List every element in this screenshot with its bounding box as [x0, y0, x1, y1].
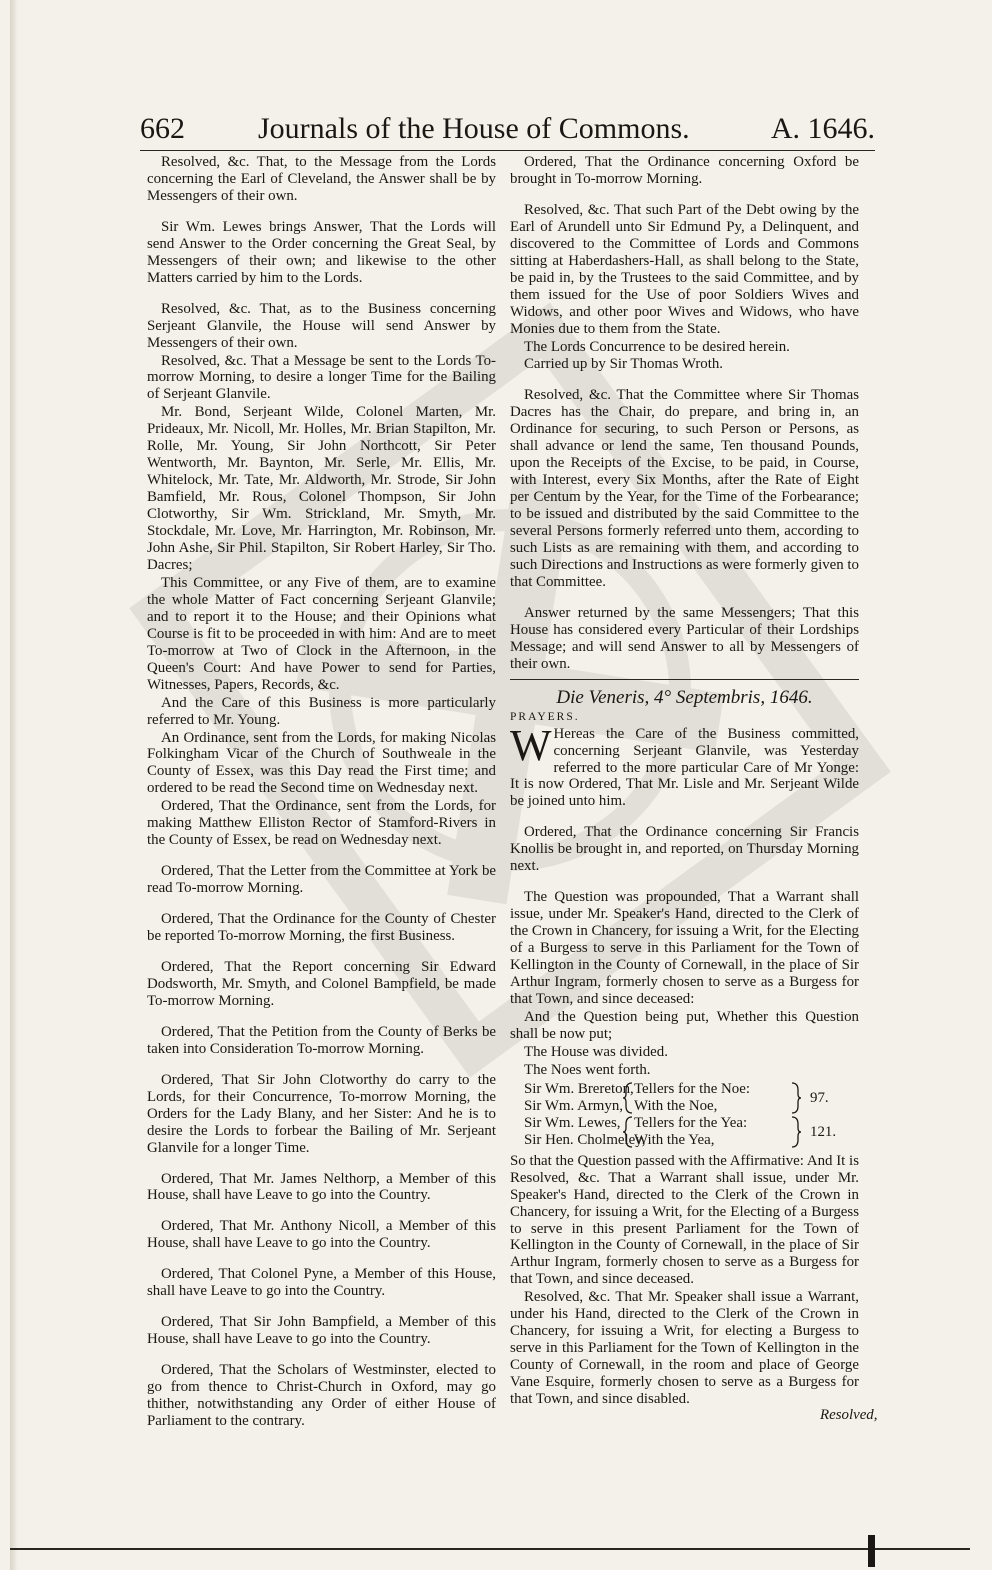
entry-paragraph: Ordered, That the Ordinance for the County of Chester be reported To-morrow Morning, the first Business.: [147, 911, 496, 945]
brace-right: [790, 1081, 802, 1149]
entry-paragraph: Ordered, That Colonel Pyne, a Member of this House, shall have Leave to go into the Country.: [147, 1266, 496, 1300]
entry-paragraph: The Question was propounded, That a Warrant shall issue, under Mr. Speaker's Hand, directed to the Clerk of the Crown in Chancery, for issuing a Writ, for the Electing of a Burgess to serve in this Parliament for the Town of Kellington in the County of Cornewall, in the place of Sir Arthur Ingram, formerly chosen to serve as a Burgess for that Town, and since deceased:: [510, 889, 859, 1007]
entry-paragraph: Ordered, That the Petition from the County of Berks be taken into Consideration To-morrow Morning.: [147, 1023, 496, 1057]
entry-paragraph: Ordered, That the Ordinance, sent from the Lords, for making Matthew Elliston Rector of Stamford-Rivers in the County of Essex, be read on Wednesday next.: [147, 798, 496, 849]
drop-cap-paragraph-text: Hereas the Care of the Business committed, concerning Serjeant Glanvile, was Yesterday referred to the more particular Care of Mr Yonge: It is now Ordered, That Mr. Lisle and Mr. Serjeant Wilde be joined unto him.: [510, 725, 859, 810]
entry-paragraph: An Ordinance, sent from the Lords, for making Nicolas Folkingham Vicar of the Church of Southweale in the County of Essex, was this Day read the First time; and ordered to be read the Second time on Wednesday next.: [147, 729, 496, 797]
teller-name: Sir Hen. Cholmeley,: [524, 1131, 646, 1148]
drop-capital: W: [510, 720, 552, 770]
entry-paragraph: So that the Question passed with the Affirmative: And It is Resolved, &c. That a Warrant shall issue, under Mr. Speaker's Hand, directed to the Clerk of the Crown in Chancery, for issuing a Writ, for the Electing of a Burgess to serve in this present Parliament for the Town of Kellington in the County of Cornewall, in the place of Sir Arthur Ingram, formerly chosen to serve as a Burgess for that Town, and since deceased.: [510, 1152, 859, 1288]
teller-role: With the Noe,: [634, 1097, 718, 1114]
teller-role: With the Yea,: [634, 1131, 715, 1148]
prayers-label: PRAYERS.: [510, 710, 580, 723]
day-heading: Die Veneris, 4° Septembris, 1646.: [556, 686, 813, 708]
entry-paragraph: Resolved, &c. That, as to the Business concerning Serjeant Glanvile, the House will send Answer by Messengers of their own.: [147, 300, 496, 351]
entry-paragraph: Sir Wm. Lewes brings Answer, That the Lords will send Answer to the Order concerning the Great Seal, by Messengers of their own; and likewise to the other Matters carried by him to the Lords.: [147, 218, 496, 286]
page-gutter-shadow: [10, 0, 18, 1570]
entry-paragraph: This Committee, or any Five of them, are to examine the whole Matter of Fact concerning Serjeant Glanvile; and to report it to the House; and their Opinions what Course is fit to be proceeded in with him: And are to meet To-morrow at Two of Clock in the Afternoon, in the Queen's Court: And have Power to send for Parties, Witnesses, Papers, Records, &c.: [147, 574, 496, 693]
noe-count: 97.: [810, 1089, 829, 1106]
header-year: A. 1646.: [770, 112, 875, 145]
entry-paragraph: Answer returned by the same Messengers; That this House has considered every Particular of their Lordships Message; and will send Answer to all by Messengers of their own.: [510, 604, 859, 672]
entry-paragraph: Resolved, &c. That a Message be sent to the Lords To-morrow Morning, to desire a longer Time for the Bailing of Serjeant Glanvile.: [147, 352, 496, 403]
teller-name: Sir Wm. Armyn,: [524, 1097, 623, 1114]
entry-paragraph: The House was divided.: [524, 1043, 668, 1060]
entry-paragraph: The Noes went forth.: [524, 1061, 651, 1078]
entry-paragraph: Ordered, That Sir John Bampfield, a Member of this House, shall have Leave to go into the Country.: [147, 1314, 496, 1348]
entry-paragraph: Ordered, That the Letter from the Committee at York be read To-morrow Morning.: [147, 863, 496, 897]
entry-paragraph: Carried up by Sir Thomas Wroth.: [524, 356, 724, 373]
entry-paragraph: The Lords Concurrence to be desired herein.: [524, 338, 790, 355]
entry-paragraph: Resolved, &c. That such Part of the Debt owing by the Earl of Arundell unto Sir Edmund Py, a Delinquent, and discovered to the Committee of Lords and Commons sitting at Haberdashers-Hall, as shall belong to the State, be paid in, by the Trustees to the said Committee, and by them issued for the Use of poor Soldiers Wives and Widows, and other poor Wives and Widows, who have Monies due to them from the State.: [510, 201, 859, 337]
entry-paragraph: Resolved, &c. That Mr. Speaker shall issue a Warrant, under his Hand, directed to the Clerk of the Crown in Chancery, for issuing a Writ, for electing a Burgess to serve in this Parliament for the Town of Kellington in the County of Cornewall, in the room and place of George Vane Esquire, formerly chosen to serve as a Burgess for that Town, and since disabled.: [510, 1289, 859, 1408]
entry-paragraph: Ordered, That the Ordinance concerning Sir Francis Knollis be brought in, and reported, on Thursday Morning next.: [510, 824, 859, 875]
teller-name: Sir Wm. Brereton,: [524, 1080, 634, 1097]
entry-paragraph: Resolved, &c. That the Committee where Sir Thomas Dacres has the Chair, do prepare, and bring in, an Ordinance for securing, to such Person or Persons, as shall advance or lend the same, Ten thousand Pounds, upon the Receipts of the Excise, to be paid, in Course, with Interest, every Six Months, after the Rate of Eight per Centum by the Year, for the Time of the Forbearance; to be issued and distributed by the said Committee to the several Persons formerly referred unto them, according to such Lists as are remaining with them, and according to such Directions and Instructions as were formerly given to that Committee.: [510, 387, 860, 590]
header-rule: [140, 150, 875, 151]
journal-title: Journals of the House of Commons.: [258, 112, 690, 145]
entry-paragraph: Ordered, That the Ordinance concerning Oxford be brought in To-morrow Morning.: [510, 154, 859, 187]
brace-left: [622, 1081, 634, 1149]
scan-mark: [868, 1535, 875, 1567]
entry-paragraph: [510, 720, 859, 811]
teller-name: Sir Wm. Lewes,: [524, 1114, 621, 1131]
left-column: [147, 154, 496, 1430]
right-column: [510, 154, 859, 1408]
tellers-table: [510, 1081, 859, 1151]
page-bottom-edge: [10, 1548, 970, 1550]
page-number: 662: [140, 112, 185, 145]
entry-paragraph: Ordered, That Sir John Clotworthy do carry to the Lords, for their Concurrence, To-morrow Morning, the Orders for the Lady Blany, and her Sister: And he is to desire the Lords to forbear the Bailing of Mr. Serjeant Glanvile for a longer Time.: [147, 1071, 496, 1156]
entry-paragraph: And the Question being put, Whether this Question shall be now put;: [510, 1008, 859, 1042]
yea-count: 121.: [810, 1123, 837, 1140]
entry-paragraph: Ordered, That Mr. James Nelthorp, a Member of this House, shall have Leave to go into the Country.: [147, 1170, 496, 1204]
teller-role: Tellers for the Yea:: [634, 1114, 748, 1131]
teller-role: Tellers for the Noe:: [634, 1080, 750, 1097]
entry-paragraph: Ordered, That Mr. Anthony Nicoll, a Member of this House, shall have Leave to go into the Country.: [147, 1218, 496, 1252]
section-rule: [510, 679, 859, 680]
entry-paragraph: Resolved, &c. That, to the Message from the Lords concerning the Earl of Cleveland, the Answer shall be by Messengers of their own.: [147, 154, 496, 204]
entry-paragraph: And the Care of this Business is more particularly referred to Mr. Young.: [147, 694, 496, 728]
committee-members: Mr. Bond, Serjeant Wilde, Colonel Marten, Mr. Prideaux, Mr. Nicoll, Mr. Holles, Mr. Brian Stapilton, Mr. Rolle, Mr. Young, Sir John Northcott, Sir Peter Wentworth, Mr. Baynton, Mr. Serle, Mr. Ellis, Mr. Whitelock, Mr. Tate, Mr. Aldworth, Mr. Strode, Sir John Bamfield, Mr. Rous, Colonel Thompson, Sir John Clotworthy, Sir Wm. Strickland, Mr. Smyth, Mr. Stockdale, Mr. Love, Mr. Harrington, Mr. Robinson, Mr. John Ashe, Sir Phil. Stapilton, Sir Robert Harley, Sir Tho. Dacres;: [147, 404, 496, 573]
entry-paragraph: Ordered, That the Report concerning Sir Edward Dodsworth, Mr. Smyth, and Colonel Bampfield, be made To-morrow Morning.: [147, 958, 496, 1009]
entry-paragraph: Ordered, That the Scholars of Westminster, elected to go from thence to Christ-Church in Oxford, may go thither, notwithstanding any Order of either House of Parliament to the contrary.: [147, 1362, 496, 1429]
catchword: Resolved,: [820, 1407, 878, 1423]
